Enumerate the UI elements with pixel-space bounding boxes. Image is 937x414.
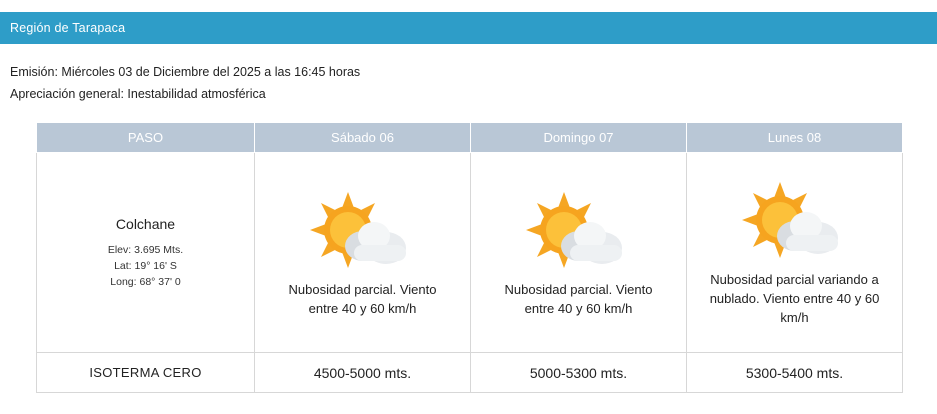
report-metadata [10,62,910,106]
isoterm-value-cell-2 [471,353,687,393]
station-longitude: Long: 68° 37' 0 [110,275,181,288]
table-header-row [37,123,903,153]
forecast-table [36,122,903,393]
isoterm-value-day-1: 4500-5000 mts. [313,364,412,381]
isoterm-value-day-2: 5000-5300 mts. [529,364,628,381]
general-appreciation-line: Apreciación general: Inestabilidad atmosférica [10,87,266,101]
forecast-text-day-1: Nubosidad parcial. Viento entre 40 y 60 km/h [288,281,437,316]
header-paso: PASO [37,123,255,153]
forecast-cell-day-2 [471,153,687,353]
header-day-2: Domingo 07 [471,123,687,153]
forecast-cell-day-3 [687,153,903,353]
station-name: Colchane [115,215,176,232]
region-header-bar [0,12,937,44]
table-row [37,153,903,353]
forecast-text-day-3: Nubosidad parcial variando a nublado. Viento entre 40 y 60 km/h [709,272,880,325]
isoterm-value-cell-1 [255,353,471,393]
sun-behind-cloud-icon [479,188,678,280]
isoterm-label-cell [37,353,255,393]
region-title: Región de Tarapaca [10,21,126,35]
station-latitude: Lat: 19° 16' S [114,259,177,272]
sun-behind-cloud-icon [263,188,462,280]
station-cell [37,153,255,353]
forecast-table-wrapper [36,122,902,393]
sun-behind-cloud-icon [695,178,894,270]
forecast-cell-day-1 [255,153,471,353]
isoterm-value-day-3: 5300-5400 mts. [745,364,844,381]
header-day-1: Sábado 06 [255,123,471,153]
isoterm-value-cell-3 [687,353,903,393]
isoterm-row [37,353,903,393]
emission-line: Emisión: Miércoles 03 de Diciembre del 2025 a las 16:45 horas [10,65,361,79]
station-elevation: Elev: 3.695 Mts. [107,243,184,256]
isoterm-label: ISOTERMA CERO [89,365,202,380]
header-day-3: Lunes 08 [687,123,903,153]
forecast-text-day-2: Nubosidad parcial. Viento entre 40 y 60 km/h [504,281,653,316]
